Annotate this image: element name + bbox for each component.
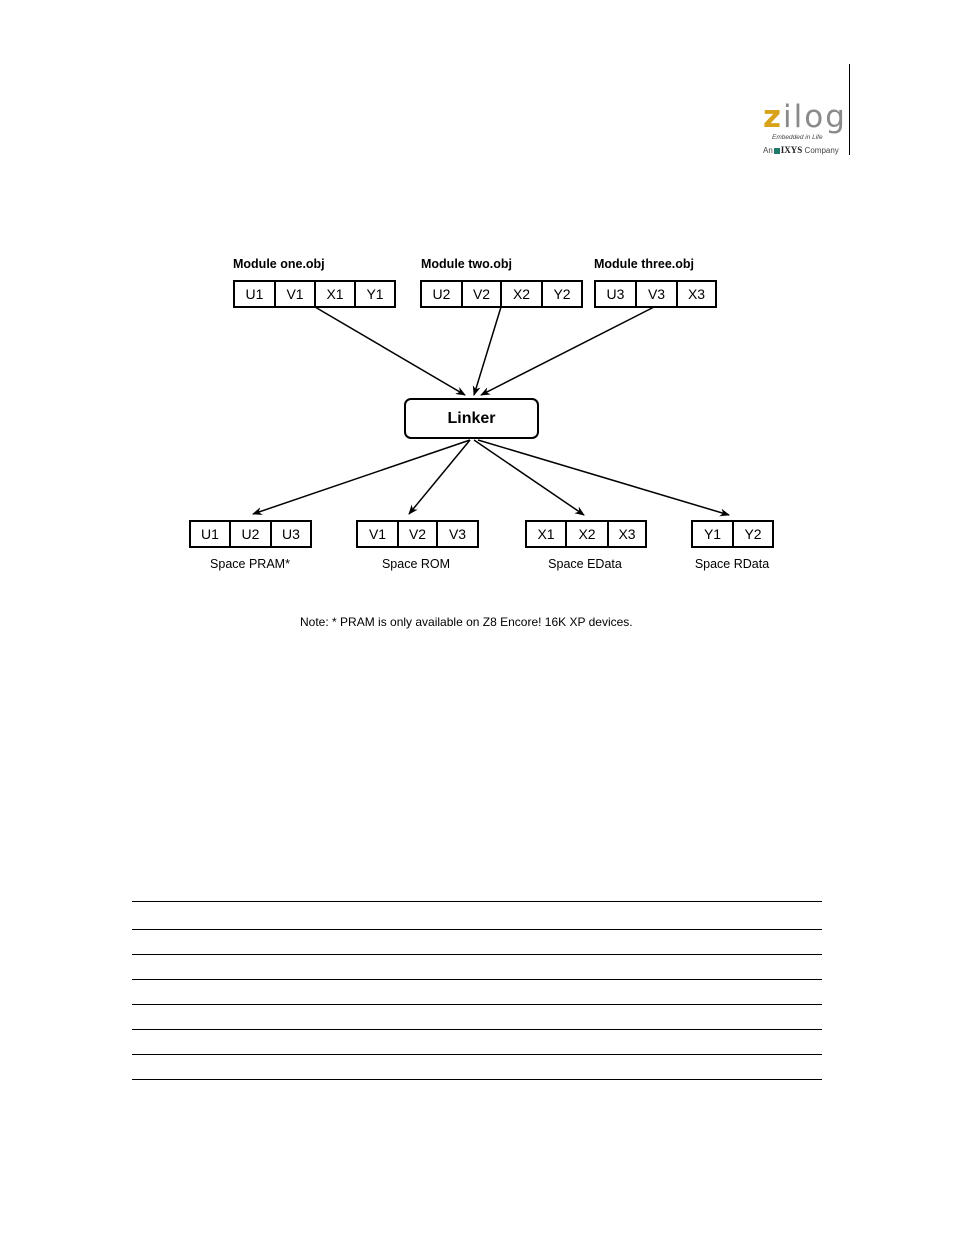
module-two-cell: V2 (463, 282, 502, 306)
space-rom-cell: V1 (358, 522, 399, 546)
arrow-linker-to-rdata (478, 440, 729, 515)
module-two-cell: X2 (502, 282, 543, 306)
table-rule (132, 1029, 822, 1030)
module-two-cell: Y2 (553, 286, 571, 302)
logo-tagline: Embedded in Life (772, 134, 823, 141)
module-one-cell: X1 (316, 282, 356, 306)
space-edata-label: Space EData (548, 557, 622, 571)
module-one-cell: U1 (235, 282, 276, 306)
space-pram-cell: U3 (282, 526, 300, 542)
space-rom-cell: V2 (399, 522, 438, 546)
space-rdata-cell: Y1 (693, 522, 734, 546)
arrow-linker-to-pram (253, 440, 470, 514)
table-rule (132, 979, 822, 980)
module-three-title: Module three.obj (594, 257, 694, 271)
table-rule (132, 901, 822, 902)
arrow-module-three-to-linker (481, 307, 654, 395)
module-two-cell: U2 (422, 282, 463, 306)
table-rule (132, 954, 822, 955)
table-rule (132, 1079, 822, 1080)
space-rdata-cell: Y2 (744, 526, 762, 542)
module-one-title: Module one.obj (233, 257, 325, 271)
module-one-cell: Y1 (366, 286, 384, 302)
module-three-cell: X3 (687, 286, 706, 302)
space-pram-label: Space PRAM* (210, 557, 290, 571)
space-pram-cell: U2 (231, 522, 272, 546)
space-pram-cell: U1 (191, 522, 231, 546)
module-three-cell: V3 (637, 282, 678, 306)
space-edata-cell: X1 (527, 522, 567, 546)
space-rom-label: Space ROM (381, 557, 451, 571)
space-rdata-label: Space RData (694, 557, 770, 571)
logo-company-line: An IXYS Company (763, 145, 839, 155)
space-rom-cell: V3 (448, 526, 467, 542)
table-rule (132, 1004, 822, 1005)
space-edata-cell: X2 (567, 522, 609, 546)
arrow-module-two-to-linker (474, 307, 501, 395)
arrow-linker-to-edata (474, 440, 584, 515)
table-rule (132, 1054, 822, 1055)
linker-box: Linker (404, 398, 539, 439)
table-rule (132, 929, 822, 930)
logo-wordmark: zilog (763, 99, 847, 135)
module-two-title: Module two.obj (421, 257, 512, 271)
pram-footnote: Note: * PRAM is only available on Z8 Encore! 16K XP devices. (300, 615, 633, 629)
space-edata-cell: X3 (618, 526, 636, 542)
arrow-module-one-to-linker (315, 307, 465, 395)
module-three-cell: U3 (596, 282, 637, 306)
module-one-cell: V1 (276, 282, 316, 306)
